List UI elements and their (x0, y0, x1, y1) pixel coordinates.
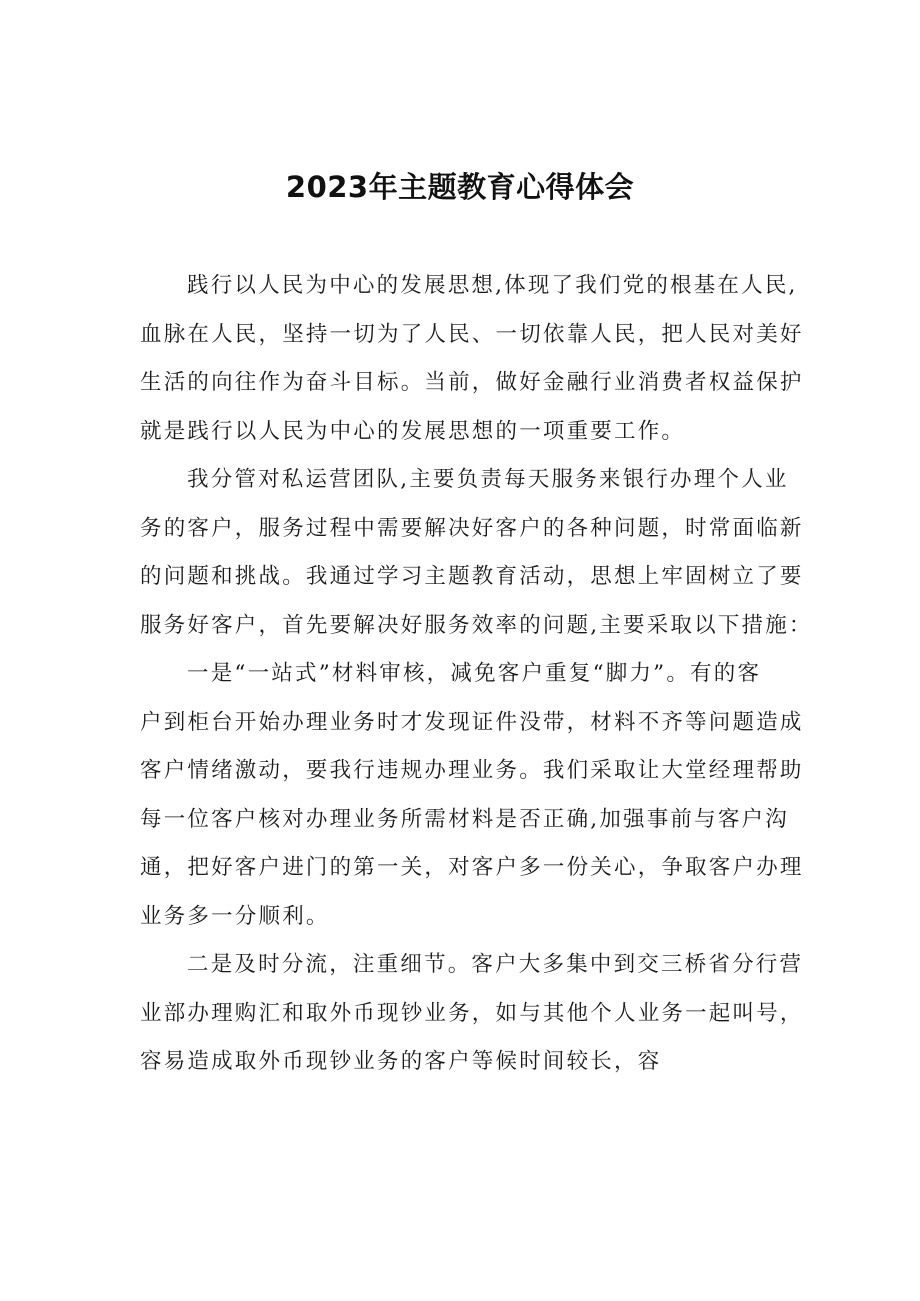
document-title: 2023年主题教育心得体会 (285, 170, 635, 204)
paragraph-1 (140, 262, 804, 456)
text-line: 服务好客户，首先要解决好服务效率的问题,主要采取以下措施： (140, 612, 813, 638)
text-line: 通，把好客户进门的第一关，对客户多一份关心，争取客户办理 (140, 855, 804, 880)
text-line: 我分管对私运营团队,主要负责每天服务来银行办理个人业 (187, 467, 789, 492)
text-line: 的问题和挑战。我通过学习主题教育活动，思想上牢固树立了要 (140, 564, 804, 589)
document-body (140, 262, 813, 1087)
text-line: 容易造成取外币现钞业务的客户等候时间较长，容 (140, 1049, 662, 1074)
text-line: 每一位客户核对办理业务所需材料是否正确,加强事前与客户沟 (140, 806, 789, 832)
text-line: 户到柜台开始办理业务时才发现证件没带，材料不齐等问题造成 (140, 709, 804, 735)
text-line: 客户情绪激动，要我行违规办理业务。我们采取让大堂经理帮助 (140, 758, 804, 783)
text-line: 血脉在人民，坚持一切为了人民、一切依靠人民，把人民对美好 (140, 321, 804, 347)
text-line: 生活的向往作为奋斗目标。当前，做好金融行业消费者权益保护 (140, 370, 804, 395)
text-line: 二是及时分流，注重细节。客户大多集中到交三桥省分行营 (187, 952, 804, 977)
text-line: 就是践行以人民为中心的发展思想的一项重要工作。 (140, 418, 686, 444)
paragraph-2 (140, 456, 813, 650)
text-line: 业部办理购汇和取外币现钞业务，如与其他个人业务一起叫号， (140, 1000, 804, 1026)
text-line: 践行以人民为中心的发展思想,体现了我们党的根基在人民, (187, 273, 798, 298)
text-line: 务的客户，服务过程中需要解决好客户的各种问题，时常面临新 (140, 515, 804, 541)
text-line: 一是“一站式”材料审核，减免客户重复“脚力”。有的客 (187, 661, 762, 686)
paragraph-4 (140, 941, 804, 1087)
text-line: 业务多一分顺利。 (140, 903, 330, 929)
paragraph-3 (140, 650, 804, 941)
